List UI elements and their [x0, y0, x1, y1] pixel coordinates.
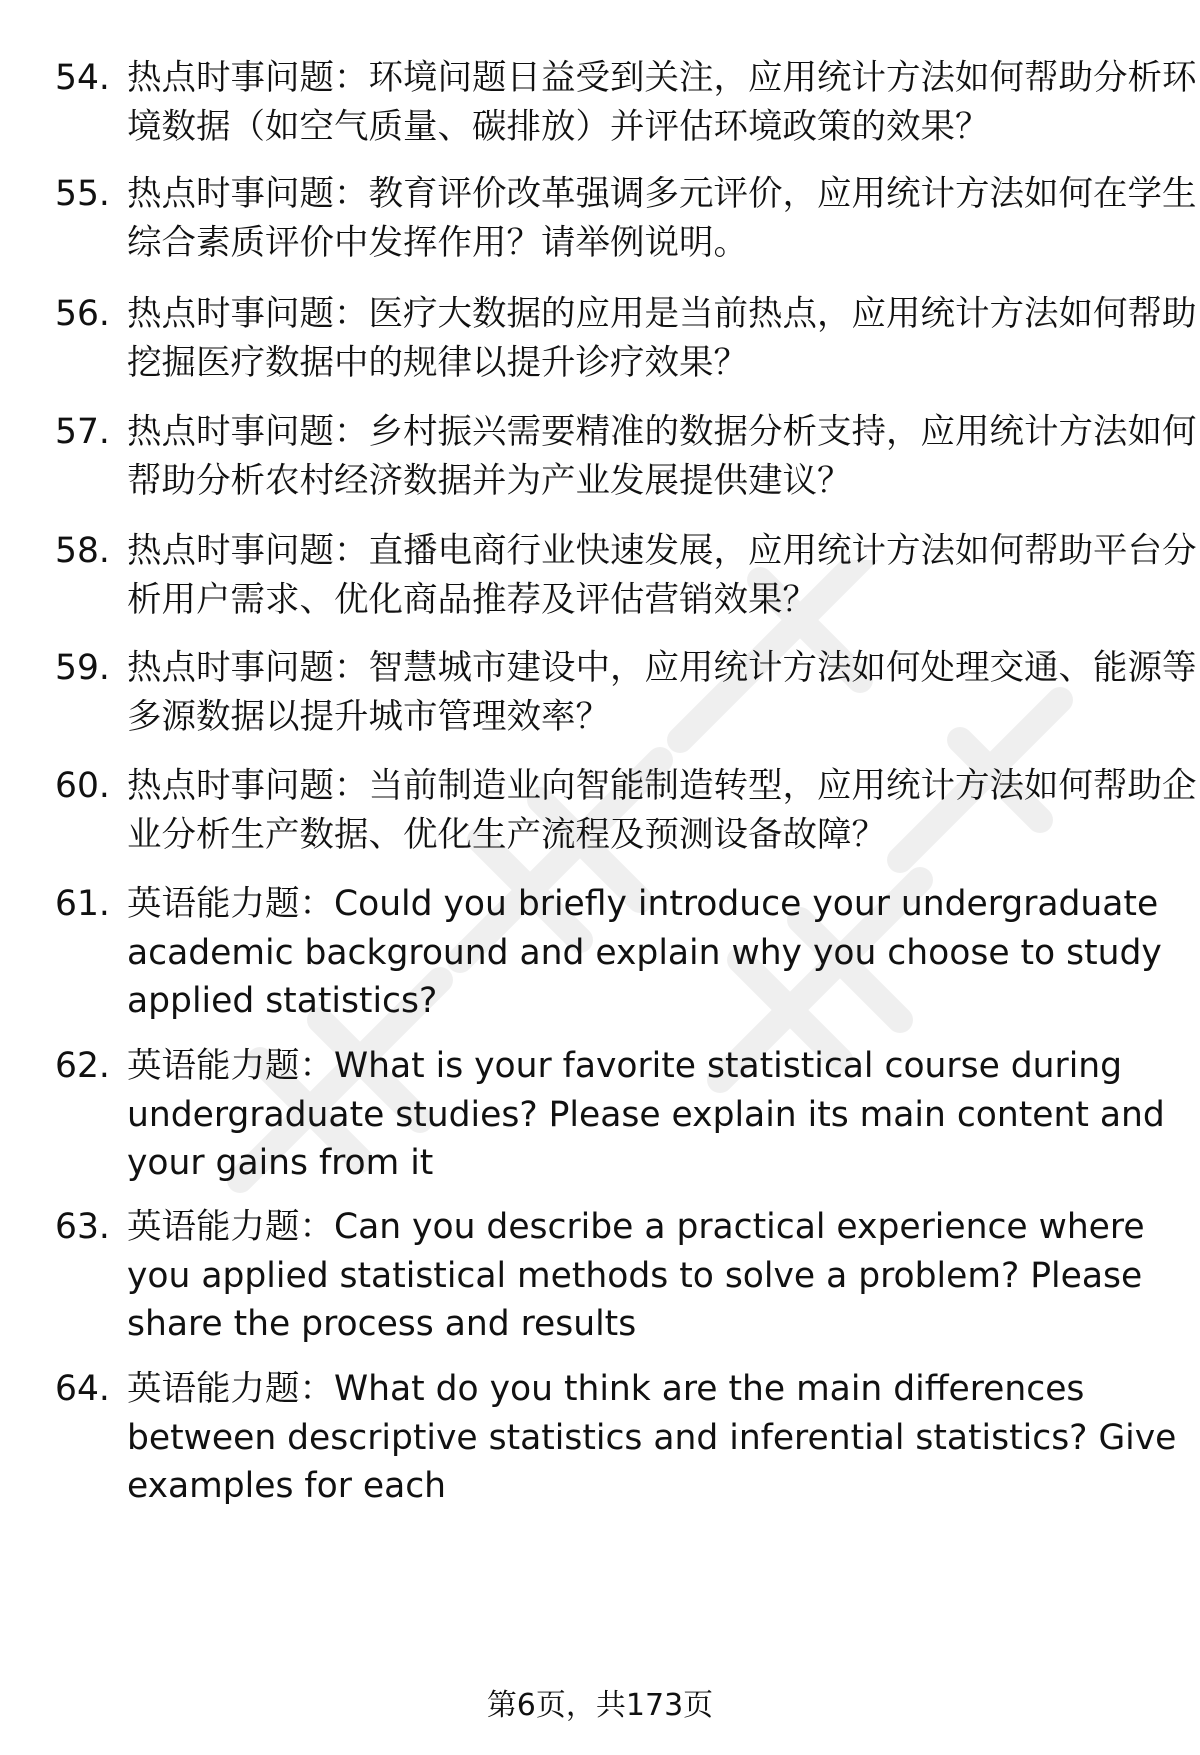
question-number: 61. — [55, 884, 110, 924]
question-number: 57. — [55, 412, 110, 452]
question-number: 60. — [55, 766, 110, 806]
question-number: 62. — [55, 1046, 110, 1086]
question-number: 64. — [55, 1369, 110, 1409]
page-footer: 第6页，共173页 — [486, 1688, 714, 1723]
question-number: 59. — [55, 648, 110, 688]
question-number: 54. — [55, 58, 110, 98]
question-text: 热点时事问题：医疗大数据的应用是当前热点，应用统计方法如何帮助挖掘医疗数据中的规律以提升诊疗效果？ — [127, 294, 1197, 383]
question-text: 热点时事问题：直播电商行业快速发展，应用统计方法如何帮助平台分析用户需求、优化商品推荐及评估营销效果？ — [127, 531, 1197, 620]
question-text: 英语能力题：What is your favorite statistical course during undergraduate studies? Please explain its main content and your gains from it — [127, 1046, 1165, 1183]
question-text: 热点时事问题：乡村振兴需要精准的数据分析支持，应用统计方法如何帮助分析农村经济数据并为产业发展提供建议？ — [127, 412, 1197, 501]
question-text: 热点时事问题：当前制造业向智能制造转型，应用统计方法如何帮助企业分析生产数据、优化生产流程及预测设备故障？ — [127, 766, 1197, 855]
question-number: 55. — [55, 174, 110, 214]
question-text: 英语能力题：What do you think are the main differences between descriptive statistics and inferential statistics? Give examples for each — [127, 1369, 1177, 1506]
question-text: 热点时事问题：教育评价改革强调多元评价，应用统计方法如何在学生综合素质评价中发挥作用？请举例说明。 — [127, 174, 1197, 263]
question-number: 63. — [55, 1207, 110, 1247]
question-text: 热点时事问题：智慧城市建设中，应用统计方法如何处理交通、能源等多源数据以提升城市管理效率？ — [127, 648, 1197, 737]
question-text: 热点时事问题：环境问题日益受到关注，应用统计方法如何帮助分析环境数据（如空气质量、碳排放）并评估环境政策的效果？ — [127, 58, 1197, 147]
question-number: 56. — [55, 294, 110, 334]
question-text: 英语能力题：Could you briefly introduce your undergraduate academic background and explain why you choose to study applied statistics? — [127, 884, 1162, 1021]
question-number: 58. — [55, 531, 110, 571]
question-text: 英语能力题：Can you describe a practical experience where you applied statistical methods to solve a problem? Please share the process and results — [127, 1207, 1145, 1344]
